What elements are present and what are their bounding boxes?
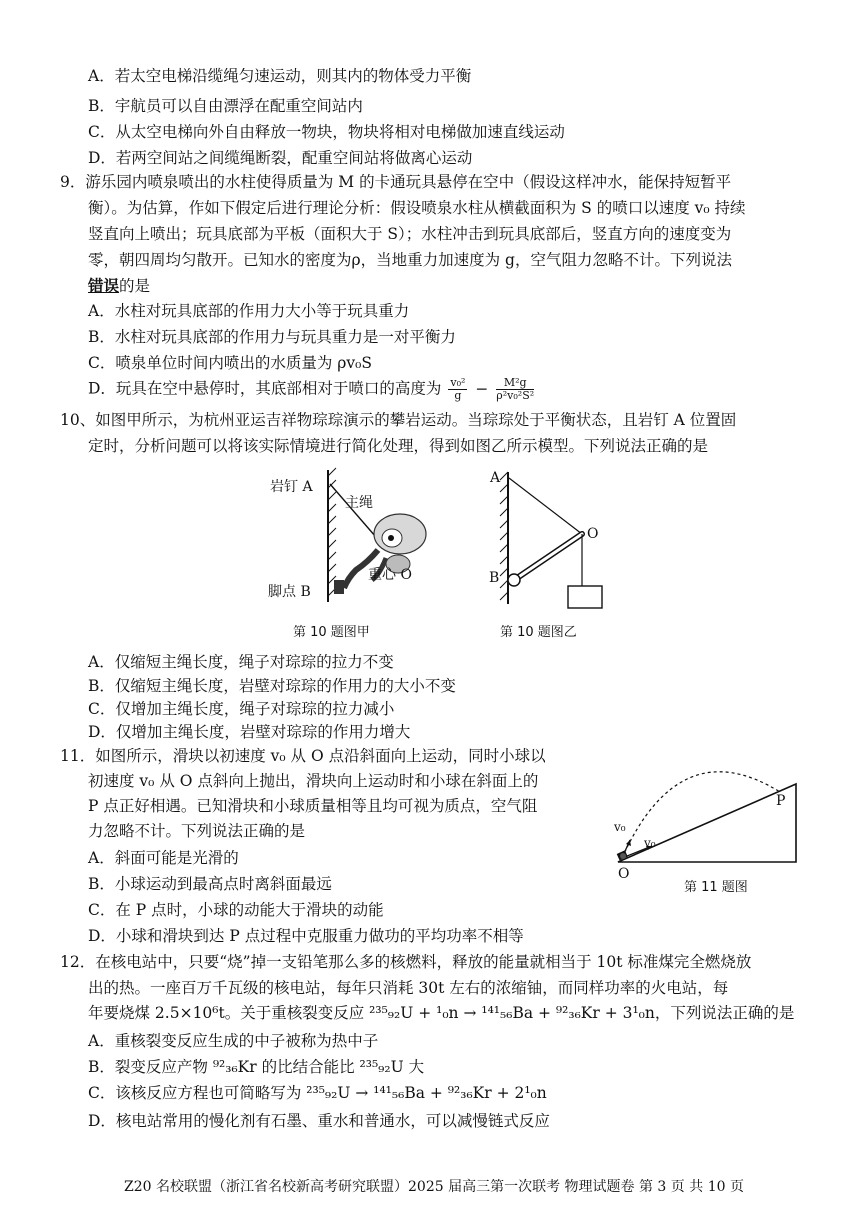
label-b: B: [489, 570, 500, 586]
q10-option-a: A．仅缩短主绳长度，绳子对琮琮的拉力不变: [88, 653, 394, 671]
q12-option-d: D．核电站常用的慢化剂有石墨、重水和普通水，可以减慢链式反应: [88, 1112, 550, 1130]
label-o: O: [587, 526, 599, 542]
q9-option-c: C．喷泉单位时间内喷出的水质量为 ρv₀S: [88, 354, 372, 372]
q11-option-d: D．小球和滑块到达 P 点过程中克服重力做功的平均功率不相等: [88, 927, 524, 945]
q10-stem-line1: 10、如图甲所示，为杭州亚运吉祥物琮琮演示的攀岩运动。当琮琮处于平衡状态，且岩钉 A 位置固: [60, 411, 737, 429]
q9-stem-line4: 零，朝四周均匀散开。已知水的密度为ρ，当地重力加速度为 g，空气阻力忽略不计。下列说法: [88, 251, 732, 269]
q11-stem-line3: P 点正好相遇。已知滑块和小球质量相等且均可视为质点，空气阻: [88, 797, 538, 815]
q10-figure-b: [482, 466, 622, 616]
q10-option-d: D．仅增加主绳长度，岩壁对琮琮的作用力增大: [88, 723, 411, 741]
q12-option-a: A．重核裂变反应生成的中子被称为热中子: [88, 1032, 379, 1050]
label-v0-ball: v₀: [614, 820, 626, 834]
label-nail-a: 岩钉 A: [270, 479, 313, 495]
foot-point-b: [334, 580, 344, 594]
q8-option-b: B．宇航员可以自由漂浮在配重空间站内: [88, 97, 363, 115]
rope-ao: [509, 478, 582, 534]
q8-option-a: A．若太空电梯沿缆绳匀速运动，则其内的物体受力平衡: [88, 67, 472, 85]
q9-stem-line1: 9．游乐园内喷泉喷出的水柱使得质量为 M 的卡通玩具悬停在空中（假设这样冲水，能保持短暂平: [60, 173, 732, 191]
q9-fraction-2: $\frac{\text{M²g}}{\text{ρ²v₀²S²}}$: [496, 376, 535, 402]
q8-option-d: D．若两空间站之间缆绳断裂，配重空间站将做离心运动: [88, 149, 473, 167]
page-footer: Z20 名校联盟（浙江省名校新高考研究联盟）2025 届高三第一次联考 物理试题卷 第 3 页 共 10 页: [124, 1179, 744, 1195]
q11-caption: 第 11 题图: [684, 880, 748, 895]
label-main-rope: 主绳: [345, 495, 373, 511]
q10-stem-line2: 定时，分析问题可以将该实际情境进行简化处理，得到如图乙所示模型。下列说法正确的是: [88, 437, 709, 455]
q10-option-b: B．仅缩短主绳长度，岩壁对琮琮的作用力的大小不变: [88, 677, 456, 695]
q9-option-d: D．玩具在空中悬停时，其底部相对于喷口的高度为 $\frac{\text{v₀²}}{g}$ − $\frac{\text{M²g}}{\text{ρ²v₀²S²}}$: [88, 376, 535, 402]
q8-option-c: C．从太空电梯向外自由释放一物块，物块将相对电梯做加速直线运动: [88, 123, 565, 141]
q9-stem-line2: 衡）。为估算，作如下假定后进行理论分析：假设喷泉水柱从横截面积为 S 的喷口以速度 v₀ 持续: [88, 199, 746, 217]
label-center-o: 重心 O: [368, 567, 412, 583]
ball: [620, 853, 626, 859]
label-foot-b: 脚点 B: [268, 584, 311, 600]
q9-stem-line5: [88, 276, 150, 296]
q11-option-a: A．斜面可能是光滑的: [88, 849, 239, 867]
hanging-block: [568, 586, 602, 608]
q11-option-c: C．在 P 点时，小球的动能大于滑块的动能: [88, 901, 384, 919]
q9-emphasis: 错误: [88, 276, 120, 295]
q9-option-a: A．水柱对玩具底部的作用力大小等于玩具重力: [88, 302, 410, 320]
label-v0-slider: v₀: [644, 836, 656, 850]
q9-fraction-1: $\frac{\text{v₀²}}{g}$: [450, 376, 466, 402]
q12-option-c: C．该核反应方程也可简略写为 ²³⁵₉₂U → ¹⁴¹₅₆Ba + ⁹²₃₆Kr + 2¹₀n: [88, 1084, 547, 1102]
q12-stem-line1: 12．在核电站中，只要“烧”掉一支铅笔那么多的核燃料，释放的能量就相当于 10t 标准煤完全燃烧放: [60, 953, 752, 971]
q11-stem-line2: 初速度 v₀ 从 O 点斜向上抛出，滑块向上运动时和小球在斜面上的: [88, 772, 539, 790]
label-p: P: [776, 793, 786, 809]
q12-stem-line3: 年要烧煤 2.5×10⁶t。关于重核裂变反应 ²³⁵₉₂U + ¹₀n → ¹⁴¹₅₆Ba + ⁹²₃₆Kr + 3¹₀n，下列说法正确的是: [88, 1004, 795, 1022]
q9-stem-line3: 竖直向上喷出；玩具底部为平板（面积大于 S）；水柱冲击到玩具底部后，竖直方向的速度变为: [88, 225, 732, 243]
wall-hatching: [500, 472, 508, 600]
q11-option-b: B．小球运动到最高点时离斜面最远: [88, 875, 332, 893]
q11-stem-line4: 力忽略不计。下列说法正确的是: [88, 822, 306, 840]
q11-figure: [610, 770, 810, 870]
hinge-b: [508, 574, 520, 586]
q12-stem-line2: 出的热。一座百万千瓦级的核电站，每年只消耗 30t 左右的浓缩铀，而同样功率的火电站，每: [88, 979, 729, 997]
q10-caption-b: 第 10 题图乙: [500, 625, 577, 640]
q10-caption-a: 第 10 题图甲: [293, 625, 370, 640]
label-a: A: [490, 470, 501, 486]
q12-option-b: B．裂变反应产物 ⁹²₃₆Kr 的比结合能比 ²³⁵₉₂U 大: [88, 1058, 425, 1076]
q10-option-c: C．仅增加主绳长度，绳子对琮琮的拉力减小: [88, 700, 395, 718]
q9-option-d-text: D．玩具在空中悬停时，其底部相对于喷口的高度为: [88, 379, 442, 398]
label-o: O: [618, 866, 630, 882]
q9-stem-tail: 的是: [119, 277, 151, 295]
q9-option-b: B．水柱对玩具底部的作用力与玩具重力是一对平衡力: [88, 328, 456, 346]
incline: [618, 784, 796, 862]
q11-stem-line1: 11．如图所示，滑块以初速度 v₀ 从 O 点沿斜面向上运动，同时小球以: [60, 747, 546, 765]
